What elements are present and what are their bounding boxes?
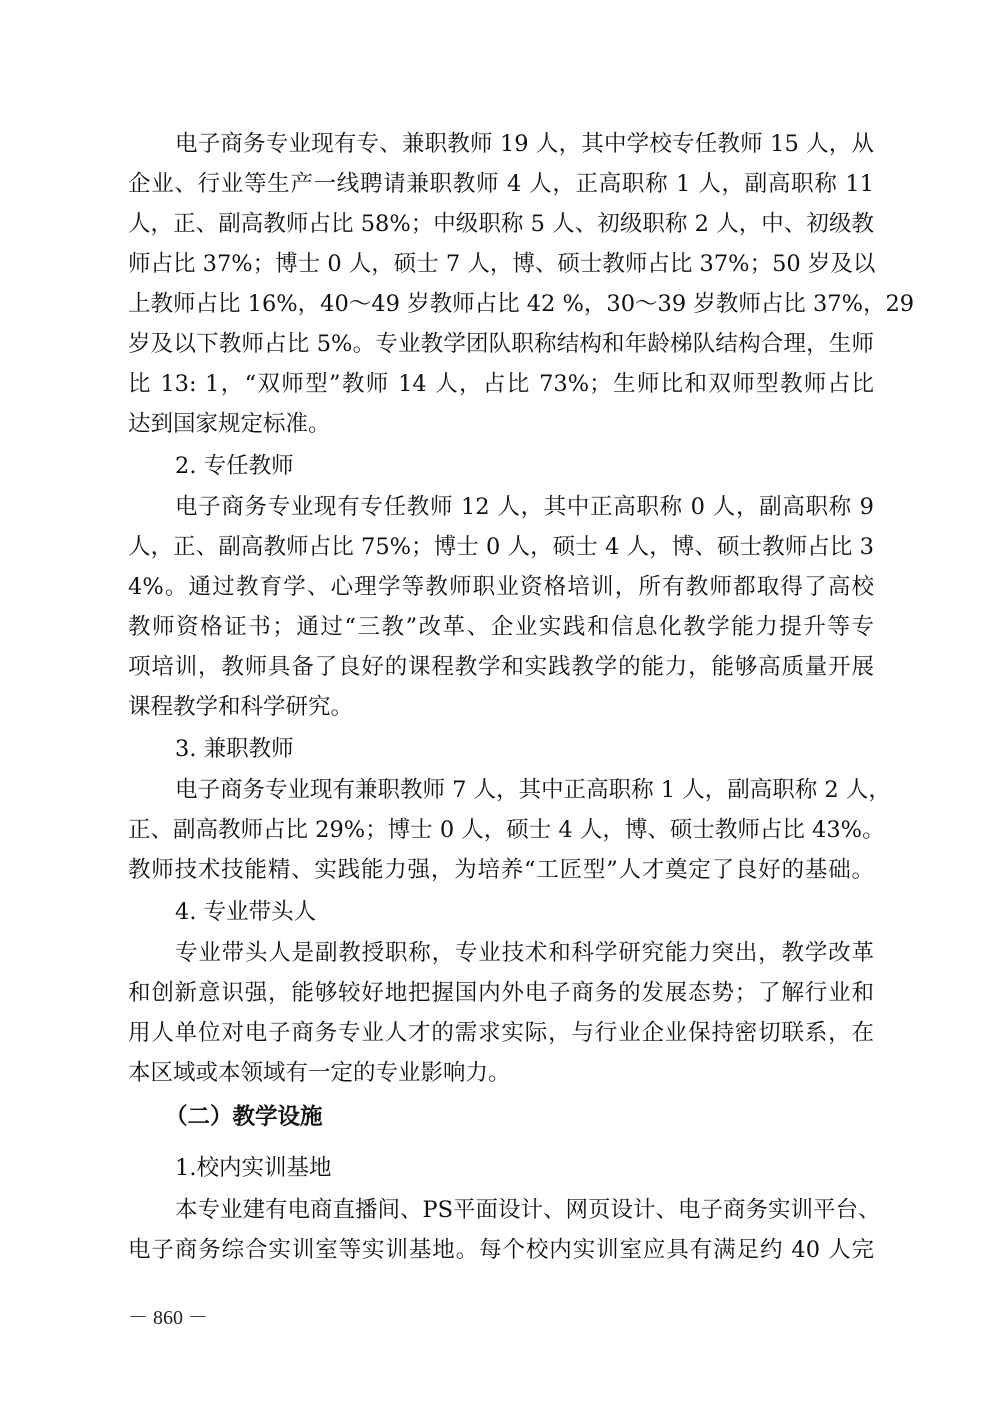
paragraph-2-line-1: 电子商务专业现有专任教师 12 人，其中正高职称 0 人，副高职称 9 [175, 494, 874, 520]
paragraph-4-line-4: 本区域或本领域有一定的专业影响力。 [128, 1060, 511, 1086]
subheading-on-campus-training-base: 1.校内实训基地 [175, 1155, 332, 1181]
subheading-part-time-teachers: 3. 兼职教师 [175, 736, 294, 762]
paragraph-1-line-7: 比 13: 1，“双师型”教师 14 人，占比 73%；生师比和双师型教师占比 [128, 371, 874, 397]
paragraph-1-line-8: 达到国家规定标准。 [128, 411, 331, 437]
paragraph-4-line-3: 用人单位对电子商务专业人才的需求实际，与行业企业保持密切联系，在 [128, 1020, 874, 1046]
paragraph-2-line-3: 4%。通过教育学、心理学等教师职业资格培训，所有教师都取得了高校 [128, 574, 874, 600]
paragraph-3-line-1: 电子商务专业现有兼职教师 7 人，其中正高职称 1 人，副高职称 2 人， [175, 777, 891, 803]
paragraph-1-line-5: 上教师占比 16%，40～49 岁教师占比 42 %，30～39 岁教师占比 37%，29 [128, 291, 915, 317]
paragraph-2-line-2: 人，正、副高教师占比 75%；博士 0 人，硕士 4 人，博、硕士教师占比 3 [128, 534, 874, 560]
paragraph-1-line-2: 企业、行业等生产一线聘请兼职教师 4 人，正高职称 1 人，副高职称 11 [128, 171, 874, 197]
paragraph-4-line-2: 和创新意识强，能够较好地把握国内外电子商务的发展态势；了解行业和 [128, 980, 874, 1006]
paragraph-1-line-3: 人，正、副高教师占比 58%；中级职称 5 人、初级职称 2 人，中、初级教 [128, 211, 874, 237]
paragraph-2-line-5: 项培训，教师具备了良好的课程教学和实践教学的能力，能够高质量开展 [128, 654, 874, 680]
paragraph-1-line-1: 电子商务专业现有专、兼职教师 19 人，其中学校专任教师 15 人，从 [175, 131, 874, 157]
paragraph-2-line-4: 教师资格证书；通过“三教”改革、企业实践和信息化教学能力提升等专 [128, 614, 874, 640]
page-number: － 860 － [128, 1307, 208, 1329]
paragraph-3-line-3: 教师技术技能精、实践能力强，为培养“工匠型”人才奠定了良好的基础。 [128, 857, 874, 883]
paragraph-5-line-1: 本专业建有电商直播间、PS平面设计、网页设计、电子商务实训平台、 [175, 1197, 881, 1223]
section-heading-teaching-facilities: （二）教学设施 [165, 1104, 323, 1130]
paragraph-1-line-4: 师占比 37%；博士 0 人，硕士 7 人，博、硕士教师占比 37%；50 岁及以 [128, 251, 876, 277]
subheading-program-leader: 4. 专业带头人 [175, 899, 317, 925]
subheading-full-time-teachers: 2. 专任教师 [175, 453, 294, 479]
paragraph-2-line-6: 课程教学和科学研究。 [128, 694, 354, 720]
paragraph-1-line-6: 岁及以下教师占比 5%。专业教学团队职称结构和年龄梯队结构合理，生师 [128, 331, 874, 357]
paragraph-5-line-2: 电子商务综合实训室等实训基地。每个校内实训室应具有满足约 40 人完 [128, 1237, 874, 1263]
paragraph-4-line-1: 专业带头人是副教授职称，专业技术和科学研究能力突出，教学改革 [175, 940, 874, 966]
paragraph-3-line-2: 正、副高教师占比 29%；博士 0 人，硕士 4 人，博、硕士教师占比 43%。 [128, 817, 885, 843]
